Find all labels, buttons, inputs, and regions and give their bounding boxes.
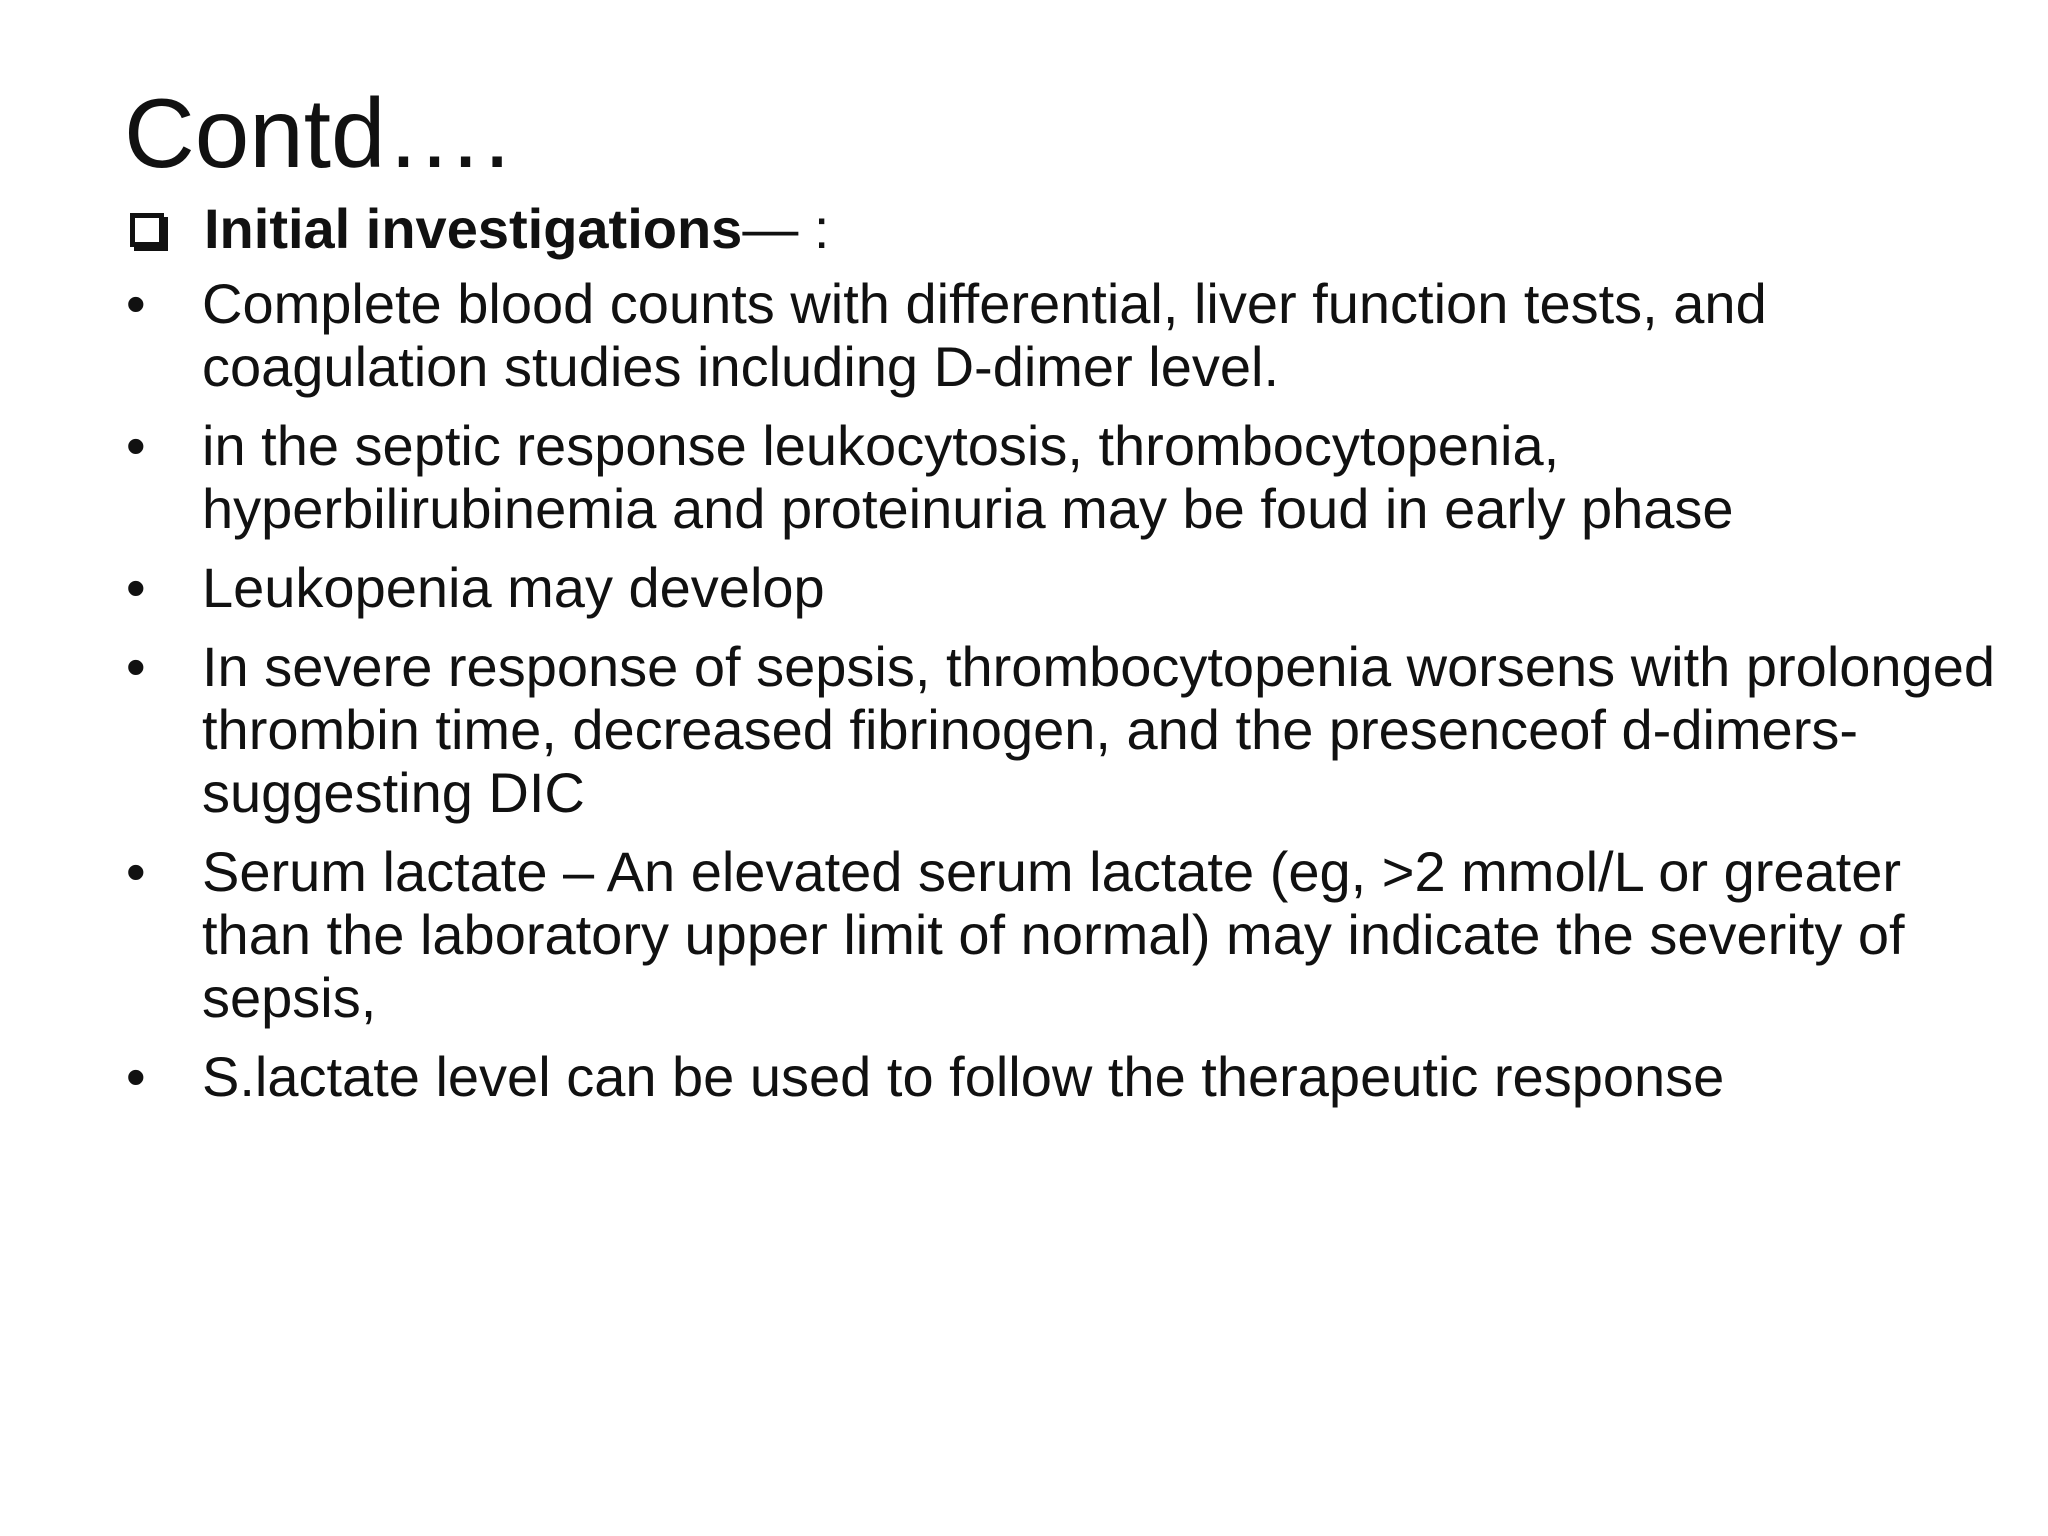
subheading-suffix-text: — : (742, 197, 830, 260)
bullet-item-3 (124, 556, 2004, 619)
bullet-text-5: Serum lactate – An elevated serum lactate (eg, >2 mmol/L or greater than the laboratory upper limit of normal) may indicate the severity of sepsis, (202, 840, 1905, 1029)
bullet-text-3: Leukopenia may develop (202, 556, 825, 619)
bullet-item-2 (124, 414, 2004, 540)
bullet-item-6 (124, 1045, 2004, 1108)
bullet-list (124, 272, 2004, 1124)
subheading-bold-text: Initial investigations (204, 197, 743, 260)
bullet-dot-icon: • (126, 840, 146, 903)
bullet-text-2: in the septic response leukocytosis, thrombocytopenia, hyperbilirubinemia and proteinuria may be foud in early phase (202, 414, 1734, 540)
section-subheading (124, 192, 829, 266)
bullet-dot-icon: • (126, 272, 146, 335)
bullet-item-1 (124, 272, 2004, 398)
bullet-item-4 (124, 635, 2004, 824)
bullet-text-1: Complete blood counts with differential, liver function tests, and coagulation studies including D-dimer level. (202, 272, 1767, 398)
bullet-dot-icon: • (126, 635, 146, 698)
checkbox-square-icon (130, 213, 164, 247)
bullet-dot-icon: • (126, 414, 146, 477)
bullet-text-4: In severe response of sepsis, thrombocytopenia worsens with prolonged thrombin time, decreased fibrinogen, and the presenceof d-dimers-suggesting DIC (202, 635, 1995, 824)
slide-title: Contd…. (124, 78, 511, 188)
bullet-text-6: S.lactate level can be used to follow the therapeutic response (202, 1045, 1725, 1108)
bullet-dot-icon: • (126, 556, 146, 619)
bullet-item-5 (124, 840, 2004, 1029)
bullet-dot-icon: • (126, 1045, 146, 1108)
